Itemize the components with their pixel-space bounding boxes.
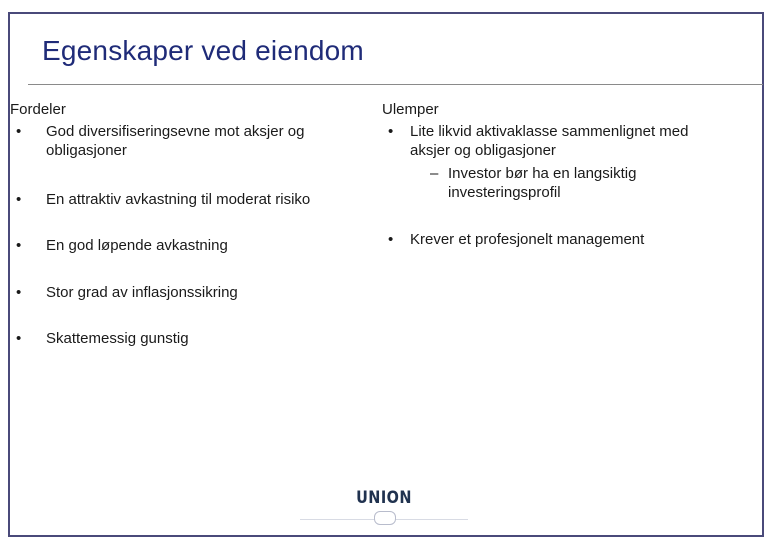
bullet-icon: • (16, 284, 22, 301)
advantages-heading: Fordeler (10, 101, 66, 118)
slide-title: Egenskaper ved eiendom (42, 35, 364, 66)
bullet-icon: • (388, 231, 394, 248)
title-divider (28, 84, 763, 85)
slide (8, 12, 764, 537)
disadvantage-text: Lite likvid aktivaklasse sammenlignet med aksjer og obligasjoner (410, 123, 689, 159)
bullet-icon: • (388, 123, 394, 140)
advantage-text: Skattemessig gunstig (46, 330, 189, 347)
disadvantage-sub-text: Investor bør ha en langsiktig investeringsprofil (448, 165, 637, 201)
advantage-text: En attraktiv avkastning til moderat risiko (46, 191, 311, 208)
disadvantages-heading: Ulemper (382, 101, 439, 118)
logo-wordmark: UNION (356, 488, 412, 508)
union-logo (300, 484, 468, 536)
disadvantage-text: Krever et profesjonelt management (410, 231, 645, 248)
advantage-text: God diversifiseringsevne mot aksjer og obligasjoner (46, 123, 305, 159)
bullet-icon: • (16, 191, 22, 208)
bullet-icon: • (16, 123, 22, 140)
advantage-text: Stor grad av inflasjonssikring (46, 284, 238, 301)
bullet-icon: • (16, 237, 22, 254)
dash-icon: – (430, 165, 439, 182)
logo-emblem-icon (374, 511, 396, 525)
advantage-text: En god løpende avkastning (46, 237, 228, 254)
bullet-icon: • (16, 330, 22, 347)
